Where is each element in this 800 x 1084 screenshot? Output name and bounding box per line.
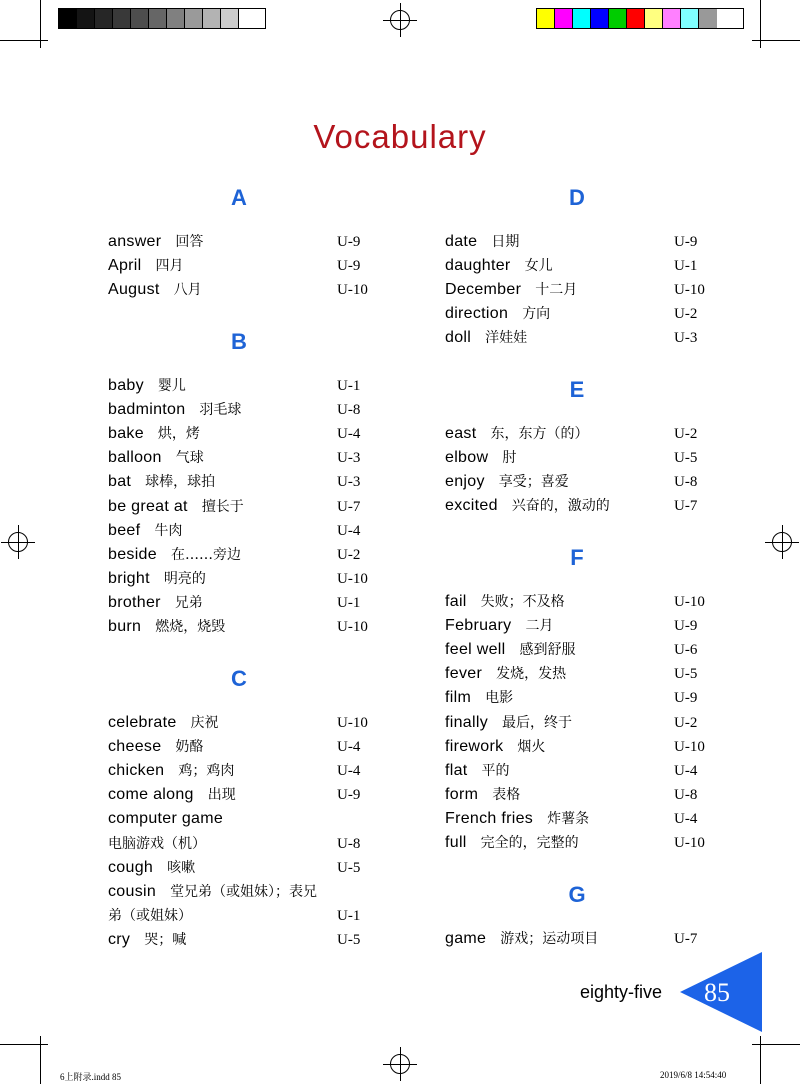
- vocab-unit: U-5: [674, 450, 698, 467]
- vocab-unit: U-7: [674, 498, 698, 515]
- vocab-chinese: 表格: [492, 786, 521, 803]
- bar-swatch: [645, 9, 663, 28]
- vocab-word: bright: [108, 569, 150, 587]
- grayscale-calibration-bar: [58, 8, 266, 29]
- vocab-entry: [445, 759, 510, 783]
- vocab-entry: [108, 783, 236, 807]
- vocab-word: celebrate: [108, 714, 177, 731]
- vocab-entry: [108, 470, 215, 494]
- vocab-chinese: 洋娃娃: [485, 330, 528, 347]
- vocab-entry: [108, 856, 195, 880]
- bar-swatch: [681, 9, 699, 28]
- vocab-unit: U-6: [674, 642, 698, 659]
- vocab-chinese: 炸薯条: [547, 810, 590, 827]
- vocab-unit: U-2: [674, 714, 698, 731]
- vocab-chinese: 羽毛球: [199, 402, 242, 419]
- vocab-chinese: 女儿: [524, 258, 553, 275]
- vocab-chinese: 东，东方（的）: [490, 426, 589, 442]
- vocab-unit: U-4: [337, 522, 361, 539]
- vocab-entry: [445, 783, 520, 807]
- bar-swatch: [59, 9, 77, 28]
- vocab-word: badminton: [108, 401, 186, 419]
- vocab-word: fever: [445, 665, 483, 683]
- vocab-chinese: 兴奋的，激动的: [511, 498, 610, 515]
- vocab-chinese: 享受；喜爱: [498, 474, 569, 491]
- vocab-entry: [108, 422, 200, 446]
- vocab-word: direction: [445, 305, 509, 323]
- bar-swatch: [113, 9, 131, 28]
- vocab-word: computer game: [108, 810, 224, 828]
- vocab-word: cough: [108, 858, 154, 876]
- vocab-unit: U-3: [337, 450, 361, 467]
- section-letter: G: [568, 882, 586, 907]
- vocab-entry: [108, 591, 203, 615]
- bar-swatch: [221, 9, 239, 28]
- vocab-word: December: [445, 281, 522, 299]
- vocab-chinese: 气球: [175, 450, 204, 467]
- vocab-chinese: 平的: [481, 762, 510, 779]
- vocab-word: brother: [108, 593, 161, 611]
- vocab-unit: U-10: [674, 738, 705, 755]
- vocab-unit: U-1: [337, 378, 361, 394]
- vocab-entry: [108, 807, 237, 831]
- vocab-chinese: 兄弟: [174, 594, 203, 611]
- vocab-word: date: [445, 233, 478, 250]
- vocab-entry: [108, 711, 219, 735]
- vocab-entry: [445, 470, 569, 494]
- vocab-entry: [445, 422, 588, 446]
- section-letter: D: [569, 185, 585, 210]
- vocab-word: February: [445, 617, 512, 635]
- vocab-unit: U-3: [674, 330, 698, 347]
- vocab-unit: U-5: [337, 859, 361, 876]
- vocab-chinese: 哭；喊: [144, 931, 187, 948]
- vocab-chinese: 游戏；运动项目: [500, 931, 599, 947]
- vocab-chinese: 二月: [525, 618, 554, 635]
- vocab-word: fail: [445, 593, 467, 610]
- vocab-word: film: [445, 689, 472, 707]
- vocab-word: flat: [445, 761, 468, 779]
- vocab-entry: [445, 686, 513, 710]
- vocab-chinese: 堂兄弟（或姐妹）；表兄: [170, 883, 318, 900]
- vocab-entry: [445, 590, 565, 614]
- vocab-unit: U-1: [337, 594, 361, 611]
- vocab-entry: [445, 927, 598, 951]
- vocab-chinese: 鸡；鸡肉: [178, 763, 235, 780]
- bar-swatch: [131, 9, 149, 28]
- vocab-word: balloon: [108, 449, 162, 467]
- vocab-word: firework: [445, 737, 504, 755]
- vocab-word: feel well: [445, 641, 506, 659]
- vocab-chinese: 球棒，球拍: [145, 474, 216, 491]
- vocab-word: full: [445, 834, 467, 851]
- bar-swatch: [149, 9, 167, 28]
- vocab-entry: [108, 398, 241, 422]
- vocab-unit: U-7: [337, 498, 361, 515]
- vocab-chinese: 明亮的: [163, 570, 206, 587]
- vocab-chinese: 肘: [502, 450, 517, 467]
- vocab-entry: [445, 711, 572, 735]
- vocab-unit: U-10: [337, 619, 368, 635]
- vocab-word: doll: [445, 329, 472, 347]
- vocab-unit: U-4: [337, 739, 361, 756]
- vocab-unit: U-2: [674, 306, 698, 323]
- vocab-unit: U-10: [337, 715, 368, 731]
- bar-swatch: [203, 9, 221, 28]
- vocab-unit: U-5: [337, 931, 361, 948]
- vocab-unit: U-9: [337, 234, 361, 250]
- vocab-unit: U-1: [337, 907, 361, 924]
- vocab-entry: [445, 662, 566, 686]
- vocab-word: cheese: [108, 738, 162, 756]
- vocab-entry: [108, 519, 182, 543]
- vocab-unit: U-10: [337, 570, 368, 587]
- vocab-chinese: 出现: [207, 787, 236, 804]
- vocab-word: excited: [445, 497, 498, 515]
- vocab-word: bat: [108, 473, 132, 491]
- vocab-chinese: 牛肉: [154, 522, 183, 539]
- vocab-chinese: 擅长于: [201, 498, 244, 515]
- vocab-chinese: 电脑游戏（机）: [108, 835, 206, 852]
- vocab-word: east: [445, 425, 477, 442]
- vocab-word: answer: [108, 233, 162, 250]
- vocab-entry: [445, 807, 589, 831]
- vocab-unit: U-8: [337, 402, 361, 419]
- vocab-unit: U-8: [674, 786, 698, 803]
- vocab-entry: [445, 735, 545, 759]
- vocab-chinese: 弟（或姐妹）: [108, 907, 192, 924]
- vocab-entry: [108, 832, 206, 856]
- vocab-chinese: 庆祝: [190, 715, 219, 731]
- vocab-unit: U-9: [674, 618, 698, 635]
- vocab-entry: [108, 278, 202, 302]
- bar-swatch: [699, 9, 717, 28]
- vocab-word: April: [108, 257, 142, 275]
- bar-swatch: [609, 9, 627, 28]
- vocab-chinese: 八月: [173, 282, 202, 299]
- bar-swatch: [591, 9, 609, 28]
- vocab-word: form: [445, 785, 479, 803]
- vocab-unit: U-10: [674, 282, 705, 299]
- vocab-entry: [108, 880, 317, 904]
- bar-swatch: [167, 9, 185, 28]
- vocab-word: finally: [445, 713, 489, 731]
- vocab-unit: U-4: [337, 763, 361, 780]
- vocab-entry: [108, 759, 234, 783]
- vocab-unit: U-4: [674, 762, 698, 779]
- vocab-word: August: [108, 281, 160, 299]
- vocab-chinese: 电影: [485, 690, 514, 707]
- vocab-entry: [108, 230, 203, 254]
- bar-swatch: [185, 9, 203, 28]
- vocab-chinese: 咳嗽: [167, 859, 196, 876]
- vocab-unit: U-7: [674, 931, 698, 947]
- vocab-chinese: 感到舒服: [519, 642, 576, 659]
- registration-mark-left: [8, 532, 28, 552]
- section-letter: F: [570, 545, 584, 570]
- page-number: 85: [704, 978, 730, 1007]
- vocab-entry: [445, 278, 577, 302]
- vocab-chinese: 四月: [155, 258, 184, 275]
- page-number-words: eighty-five: [580, 982, 663, 1002]
- vocab-chinese: 十二月: [535, 282, 578, 299]
- vocab-chinese: 最后，终于: [502, 714, 573, 731]
- vocab-unit: U-4: [674, 810, 698, 827]
- vocab-entry: [445, 446, 516, 470]
- vocab-chinese: 完全的，完整的: [480, 835, 579, 851]
- vocab-entry: [108, 735, 203, 759]
- vocab-entry: [108, 495, 244, 519]
- section-letter: A: [231, 185, 247, 210]
- vocab-unit: U-9: [674, 690, 698, 707]
- vocab-entry: [445, 326, 527, 350]
- bar-swatch: [627, 9, 645, 28]
- vocab-unit: U-10: [674, 835, 705, 851]
- vocab-word: cousin: [108, 882, 157, 900]
- vocab-entry: [108, 928, 186, 952]
- vocab-chinese: 方向: [522, 306, 551, 323]
- vocab-unit: U-2: [674, 426, 698, 442]
- vocab-word: be great at: [108, 497, 188, 515]
- vocab-word: come along: [108, 786, 194, 804]
- vocab-unit: U-9: [337, 258, 361, 275]
- bar-swatch: [77, 9, 95, 28]
- section-letter: E: [569, 377, 585, 402]
- vocab-entry: [108, 374, 186, 398]
- vocab-entry: [445, 302, 550, 326]
- vocab-entry: [108, 543, 241, 567]
- vocab-chinese: 回答: [175, 234, 204, 250]
- footer-timestamp: 2019/6/8 14:54:40: [660, 1070, 727, 1080]
- vocab-unit: U-3: [337, 474, 361, 491]
- vocab-word: cry: [108, 930, 131, 948]
- vocab-entry: [445, 638, 576, 662]
- vocab-chinese: 奶酪: [175, 739, 204, 756]
- vocab-entry: [445, 254, 553, 278]
- vocab-unit: U-10: [337, 282, 368, 299]
- vocab-word: chicken: [108, 762, 165, 780]
- vocab-chinese: 在……旁边: [170, 546, 241, 563]
- vocab-entry: [108, 904, 192, 928]
- vocab-chinese: 燃烧，烧毁: [155, 619, 226, 635]
- vocab-word: burn: [108, 618, 142, 635]
- vocab-word: enjoy: [445, 473, 485, 491]
- vocab-word: beef: [108, 521, 141, 539]
- vocab-chinese: 失败；不及格: [480, 594, 565, 610]
- vocab-word: French fries: [445, 809, 534, 827]
- registration-mark-top: [390, 10, 410, 30]
- vocab-entry: [445, 614, 553, 638]
- vocab-chinese: 婴儿: [157, 378, 186, 394]
- vocab-word: elbow: [445, 449, 489, 467]
- vocab-entry: [445, 494, 610, 518]
- vocab-chinese: 烟火: [517, 738, 546, 755]
- registration-mark-bottom: [390, 1054, 410, 1074]
- vocab-unit: U-4: [337, 426, 361, 443]
- vocab-unit: U-9: [337, 787, 361, 804]
- vocab-chinese: 日期: [491, 234, 520, 250]
- vocab-word: game: [445, 930, 487, 947]
- bar-swatch: [555, 9, 573, 28]
- section-letter: B: [231, 329, 247, 354]
- vocab-unit: U-8: [674, 474, 698, 491]
- registration-mark-right: [772, 532, 792, 552]
- section-letter: C: [231, 666, 247, 691]
- vocab-unit: U-8: [337, 835, 361, 852]
- vocab-word: bake: [108, 425, 144, 443]
- vocab-entry: [108, 567, 206, 591]
- bar-swatch: [537, 9, 555, 28]
- vocab-chinese: 发烧，发热: [496, 666, 567, 683]
- footer-file-info: 6上附录.indd 85: [60, 1072, 122, 1082]
- vocab-entry: [108, 254, 184, 278]
- vocab-word: daughter: [445, 257, 511, 275]
- vocab-word: baby: [108, 377, 144, 394]
- vocab-entry: [445, 831, 579, 855]
- page-title: Vocabulary: [313, 118, 487, 155]
- bar-swatch: [239, 9, 257, 28]
- vocab-unit: U-10: [674, 594, 705, 610]
- vocab-entry: [108, 615, 225, 639]
- vocab-unit: U-2: [337, 546, 361, 563]
- bar-swatch: [663, 9, 681, 28]
- bar-swatch: [95, 9, 113, 28]
- bar-swatch: [573, 9, 591, 28]
- vocab-unit: U-5: [674, 666, 698, 683]
- vocab-entry: [108, 446, 204, 470]
- vocab-chinese: 烘，烤: [157, 426, 200, 443]
- color-calibration-bar: [536, 8, 744, 29]
- vocab-word: beside: [108, 545, 157, 563]
- vocab-unit: U-9: [674, 234, 698, 250]
- vocab-entry: [445, 230, 519, 254]
- vocab-unit: U-1: [674, 258, 698, 275]
